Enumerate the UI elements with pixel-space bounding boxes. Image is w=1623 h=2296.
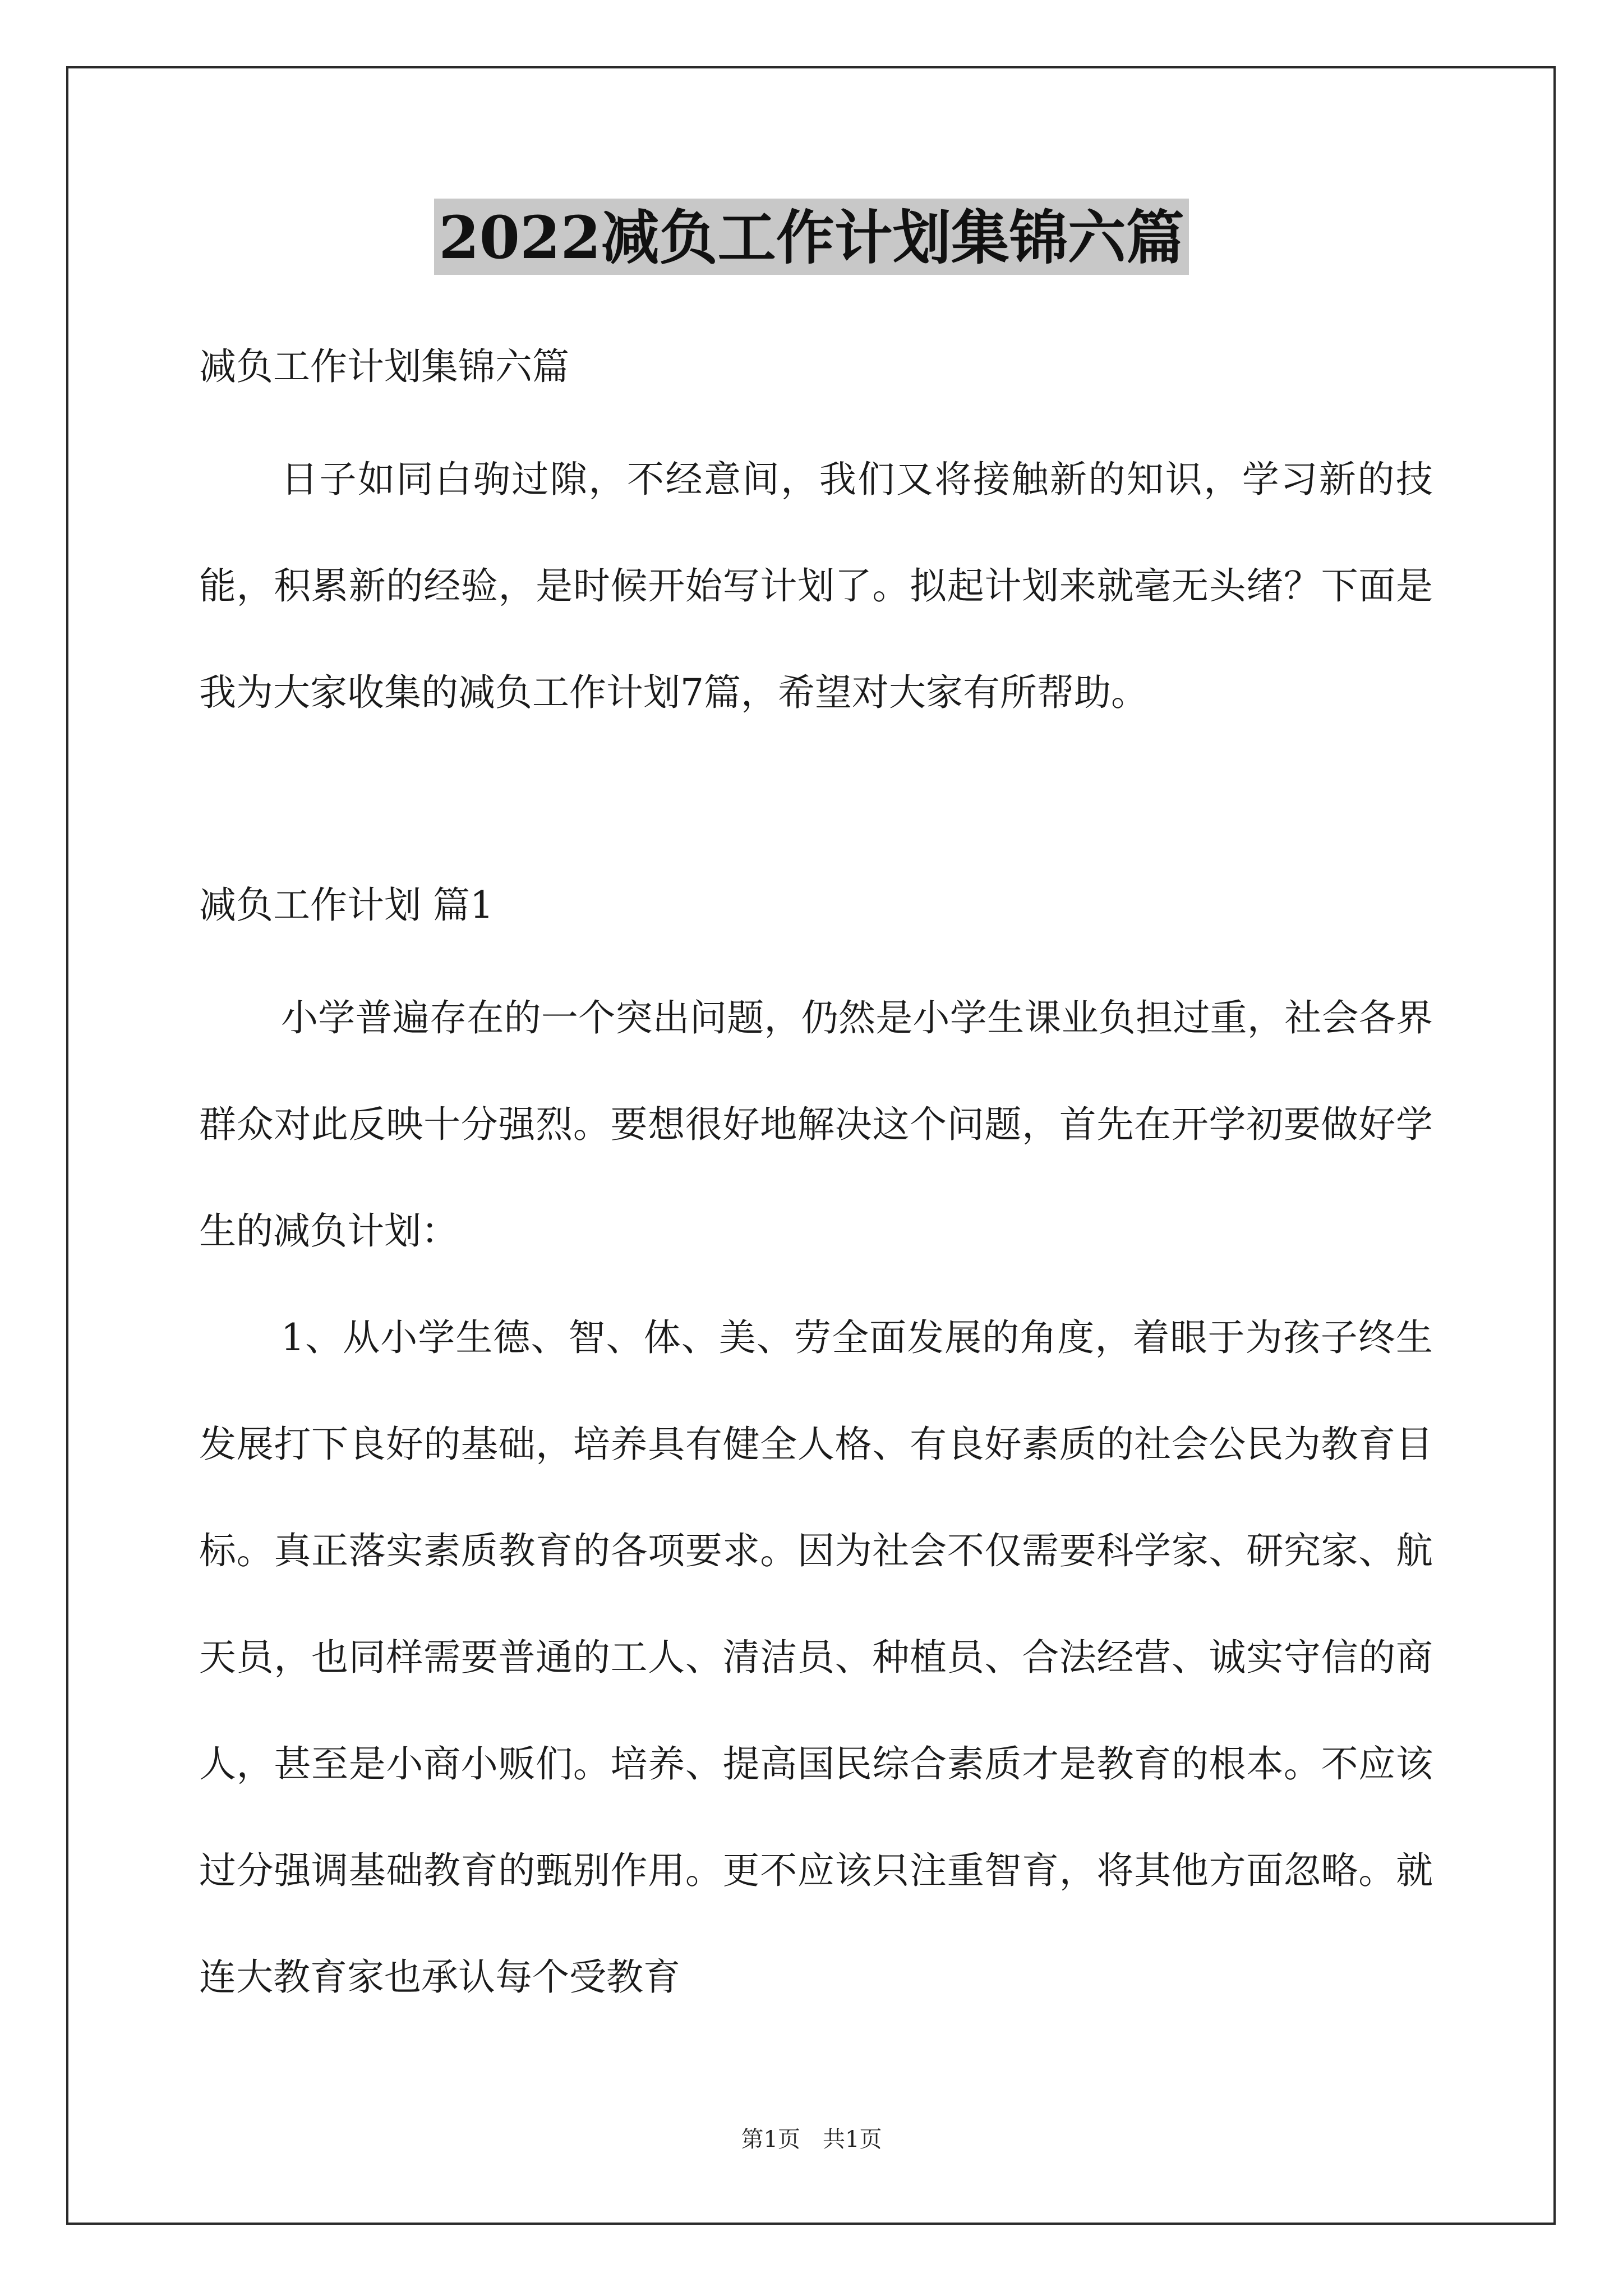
section-paragraph-1: 小学普遍存在的一个突出问题，仍然是小学生课业负担过重，社会各界群众对此反映十分强烈。要想很好地解决这个问题，首先在开学初要做好学生的减负计划： — [199, 996, 1433, 1253]
subtitle: 减负工作计划集锦六篇 — [199, 345, 569, 388]
section-body — [199, 965, 1433, 2031]
page-footer: 第1页 共1页 — [741, 2127, 882, 2152]
intro-paragraph: 日子如同白驹过隙，不经意间，我们又将接触新的知识，学习新的技能，积累新的经验，是时候开始写计划了。拟起计划来就毫无头绪？下面是我为大家收集的减负工作计划7篇，希望对大家有所帮助。 — [199, 458, 1433, 714]
document-title-wrap — [0, 199, 1623, 275]
intro-paragraph-wrap — [199, 426, 1433, 746]
section-heading: 减负工作计划 篇1 — [199, 884, 494, 927]
section-paragraph-2: 1、从小学生德、智、体、美、劳全面发展的角度，着眼于为孩子终生发展打下良好的基础，培养具有健全人格、有良好素质的社会公民为教育目标。真正落实素质教育的各项要求。因为社会不仅需要科学家、研究家、航天员，也同样需要普通的工人、清洁员、种植员、合法经营、诚实守信的商人，甚至是小商小贩们。培养、提高国民综合素质才是教育的根本。不应该过分强调基础教育的甄别作用。更不应该只注重智育，将其他方面忽略。就连大教育家也承认每个受教育 — [199, 1316, 1433, 1999]
document-title: 2022减负工作计划集锦六篇 — [434, 199, 1188, 275]
